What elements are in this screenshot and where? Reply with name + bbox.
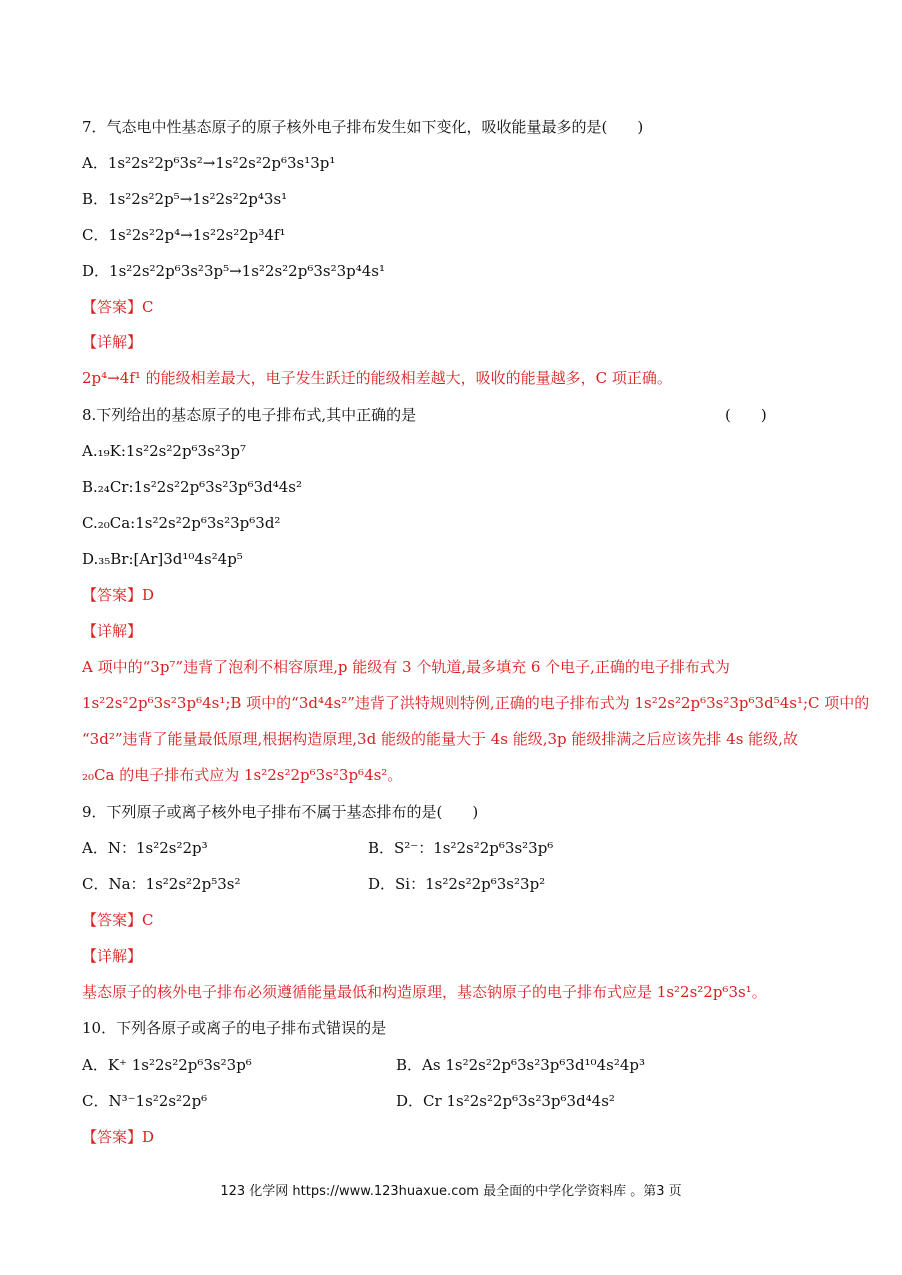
q7-detail-label: 【详解】 <box>82 333 143 351</box>
q7-option-c: C．1s²2s²2p⁴→1s²2s²2p³4f¹ <box>82 226 286 244</box>
q9-stem: 9．下列原子或离子核外电子排布不属于基态排布的是( ) <box>82 803 479 821</box>
q7-option-b: B．1s²2s²2p⁵→1s²2s²2p⁴3s¹ <box>82 190 288 208</box>
q10-option-a: A．K⁺ 1s²2s²2p⁶3s²3p⁶ <box>82 1056 252 1074</box>
q7-option-d: D．1s²2s²2p⁶3s²3p⁵→1s²2s²2p⁶3s²3p⁴4s¹ <box>82 262 386 280</box>
q8-answer: 【答案】D <box>82 586 155 604</box>
q7-answer: 【答案】C <box>82 298 154 316</box>
q8-detail-line-2: 1s²2s²2p⁶3s²3p⁶4s¹;B 项中的“3d⁴4s²”违背了洪特规则特例,正确的电子排布式为 1s²2s²2p⁶3s²3p⁶3d⁵4s¹;C 项中的 <box>82 694 870 712</box>
q8-detail-line-3: “3d²”违背了能量最低原理,根据构造原理,3d 能级的能量大于 4s 能级,3p 能级排满之后应该先排 4s 能级,故 <box>82 730 798 748</box>
q10-answer: 【答案】D <box>82 1128 155 1146</box>
q8-detail-label: 【详解】 <box>82 622 143 640</box>
q8-option-d: D.₃₅Br:[Ar]3d¹⁰4s²4p⁵ <box>82 550 243 568</box>
q10-option-b: B．As 1s²2s²2p⁶3s²3p⁶3d¹⁰4s²4p³ <box>396 1056 645 1074</box>
q8-detail-line-1: A 项中的“3p⁷”违背了泡利不相容原理,p 能级有 3 个轨道,最多填充 6 个电子,正确的电子排布式为 <box>82 658 730 676</box>
q8-stem: 8.下列给出的基态原子的电子排布式,其中正确的是 <box>82 406 417 424</box>
q9-answer: 【答案】C <box>82 911 154 929</box>
q10-option-d: D．Cr 1s²2s²2p⁶3s²3p⁶3d⁴4s² <box>396 1092 615 1110</box>
q8-detail-line-4: ₂₀Ca 的电子排布式应为 1s²2s²2p⁶3s²3p⁶4s²。 <box>82 766 403 784</box>
q7-stem: 7．气态电中性基态原子的原子核外电子排布发生如下变化，吸收能量最多的是( ) <box>82 118 644 136</box>
q8-paren: ( ) <box>725 406 767 424</box>
q7-option-a: A．1s²2s²2p⁶3s²→1s²2s²2p⁶3s¹3p¹ <box>82 154 336 172</box>
q7-detail: 2p⁴→4f¹ 的能级相差最大，电子发生跃迁的能级相差越大，吸收的能量越多，C 项正确。 <box>82 369 672 387</box>
q9-detail: 基态原子的核外电子排布必须遵循能量最低和构造原理，基态钠原子的电子排布式应是 1s²2s²2p⁶3s¹。 <box>82 983 767 1001</box>
q8-option-c: C.₂₀Ca:1s²2s²2p⁶3s²3p⁶3d² <box>82 514 281 532</box>
q8-option-b: B.₂₄Cr:1s²2s²2p⁶3s²3p⁶3d⁴4s² <box>82 478 303 496</box>
q9-option-a: A．N：1s²2s²2p³ <box>82 839 208 857</box>
q8-option-a: A.₁₉K:1s²2s²2p⁶3s²3p⁷ <box>82 442 246 460</box>
q9-detail-label: 【详解】 <box>82 947 143 965</box>
page-footer: 123 化学网 https://www.123huaxue.com 最全面的中学化学资料库 。第3 页 <box>220 1184 682 1199</box>
q9-option-d: D．Si：1s²2s²2p⁶3s²3p² <box>368 875 546 893</box>
q10-stem: 10．下列各原子或离子的电子排布式错误的是 <box>82 1019 387 1037</box>
q10-option-c: C．N³⁻1s²2s²2p⁶ <box>82 1092 208 1110</box>
q9-option-c: C．Na：1s²2s²2p⁵3s² <box>82 875 241 893</box>
q9-option-b: B．S²⁻：1s²2s²2p⁶3s²3p⁶ <box>368 839 554 857</box>
